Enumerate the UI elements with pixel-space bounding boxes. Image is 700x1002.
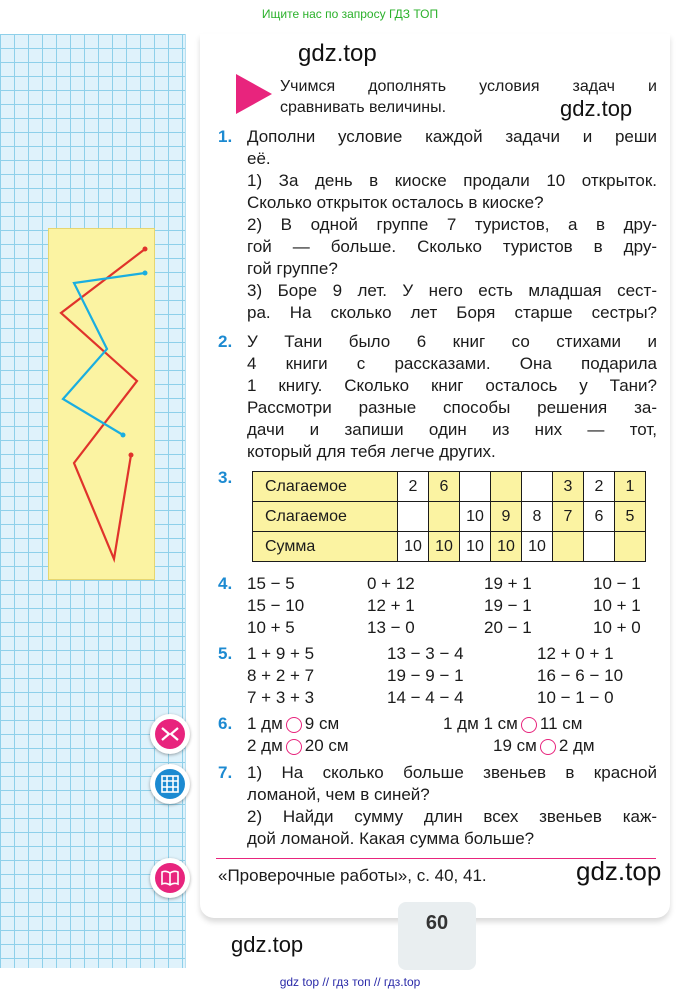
task-line: 1) На сколько больше звеньев в красной	[247, 763, 657, 782]
watermark: gdz.top	[298, 40, 377, 67]
compare-circle[interactable]	[540, 739, 556, 755]
task-number: 2.	[218, 332, 233, 351]
table-cell: 6	[429, 472, 460, 502]
expression: 10 − 1	[593, 574, 641, 593]
watermark: gdz.top	[231, 932, 304, 957]
task-number: 4.	[218, 574, 233, 593]
comparison-right: 20 см	[304, 736, 349, 755]
comparison-right: 9 см	[304, 714, 340, 733]
page-number: 60	[398, 902, 476, 970]
expression: 0 + 12	[367, 574, 415, 593]
table-cell: 8	[522, 502, 553, 532]
table-cell	[522, 472, 553, 502]
watermark: gdz.top	[560, 96, 633, 121]
top-banner[interactable]: Ищите нас по запросу ГДЗ ТОП	[261, 7, 439, 21]
task-line: 4 книги с рассказами. Она подарила	[247, 354, 657, 373]
compare-icon	[155, 719, 185, 749]
task-line: 1) За день в киоске продали 10 открыток.	[247, 171, 657, 190]
task-line: дой ломаной. Какая сумма больше?	[247, 829, 535, 848]
task4-expressions	[247, 573, 667, 639]
reference-link[interactable]: «Проверочные работы», с. 40, 41.	[218, 866, 487, 885]
row-label: Слагаемое	[253, 472, 398, 502]
expression: 19 − 1	[484, 596, 532, 615]
table-cell: 10	[398, 532, 429, 562]
task-line: У Тани было 6 книг со стихами и	[247, 332, 657, 351]
table-cell	[429, 502, 460, 532]
comparison-left: 19 см	[493, 736, 537, 755]
expression: 13 − 3 − 4	[387, 644, 464, 663]
expression: 10 + 0	[593, 618, 641, 637]
table-cell	[584, 532, 615, 562]
comparison	[247, 713, 339, 735]
table-row	[253, 532, 646, 562]
row-label: Сумма	[253, 532, 398, 562]
task-line: Сколько открыток осталось в киоске?	[247, 193, 544, 212]
task5-expressions	[247, 643, 667, 709]
table-cell	[615, 532, 646, 562]
intro-line: Учимся дополнять условия задач и	[280, 78, 657, 95]
table-cell: 7	[553, 502, 584, 532]
task-line: 3) Боре 9 лет. У него есть младшая сест-	[247, 281, 657, 300]
expression: 10 + 5	[247, 618, 295, 637]
table-row	[253, 502, 646, 532]
table-cell: 1	[615, 472, 646, 502]
expression: 16 − 6 − 10	[537, 666, 624, 685]
compare-circle[interactable]	[286, 717, 302, 733]
addition-table	[252, 471, 646, 562]
bottom-banner[interactable]: gdz top // гдз топ // гдз.top	[279, 975, 421, 989]
task-line: дачи и запиши один из них — тот,	[247, 420, 657, 439]
table-cell	[398, 502, 429, 532]
compare-circle[interactable]	[286, 739, 302, 755]
table-cell	[553, 532, 584, 562]
task-line: гой группе?	[247, 259, 338, 278]
intro-line: сравнивать величины.	[280, 99, 447, 116]
expression: 10 − 1 − 0	[537, 688, 614, 707]
table-cell: 6	[584, 502, 615, 532]
grid-icon	[155, 769, 185, 799]
expression: 15 − 10	[247, 596, 305, 615]
expression: 10 + 1	[593, 596, 641, 615]
expression: 7 + 3 + 3	[247, 688, 315, 707]
table-cell	[491, 472, 522, 502]
task-line: гой — больше. Сколько туристов в дру-	[247, 237, 657, 256]
grid-button[interactable]	[150, 764, 190, 804]
red-polyline	[61, 249, 145, 559]
task-line: её.	[247, 149, 271, 168]
comparison	[247, 735, 349, 757]
task-line: 2) Найди сумму длин всех звеньев каж-	[247, 807, 657, 826]
task-number: 7.	[218, 763, 233, 782]
comparison-left: 2 дм	[247, 736, 283, 755]
table-cell: 3	[553, 472, 584, 502]
expression: 19 + 1	[484, 574, 532, 593]
task6-comparisons	[247, 713, 667, 757]
table-cell: 10	[522, 532, 553, 562]
task-line: 1 книгу. Сколько книг осталось у Тани?	[247, 376, 657, 395]
table-cell	[460, 472, 491, 502]
table-row	[253, 472, 646, 502]
task-line: Дополни условие каждой задачи и реши	[247, 127, 657, 146]
expression: 8 + 2 + 7	[247, 666, 315, 685]
intro-triangle-icon	[236, 74, 272, 114]
book-button[interactable]	[150, 858, 190, 898]
expression: 15 − 5	[247, 574, 295, 593]
task-line: Рассмотри разные способы решения за-	[247, 398, 657, 417]
polylines-drawing	[49, 229, 154, 579]
table-cell: 10	[460, 532, 491, 562]
comparison-left: 1 дм 1 см	[443, 714, 518, 733]
expression: 12 + 0 + 1	[537, 644, 614, 663]
watermark: gdz.top	[576, 856, 662, 886]
blue-polyline	[63, 273, 145, 435]
task-line: ра. На сколько лет Боря старше сестры?	[247, 303, 657, 322]
comparison-right: 2 дм	[558, 736, 595, 755]
task-line: 2) В одной группе 7 туристов, а в дру-	[247, 215, 657, 234]
compare-button[interactable]	[150, 714, 190, 754]
expression: 14 − 4 − 4	[387, 688, 464, 707]
table-cell: 10	[491, 532, 522, 562]
comparison-left: 1 дм	[247, 714, 283, 733]
task-line: ломаной, чем в синей?	[247, 785, 430, 804]
comparison	[493, 735, 595, 757]
expression: 13 − 0	[367, 618, 415, 637]
task-number: 5.	[218, 644, 233, 663]
table-cell: 2	[398, 472, 429, 502]
comparison	[443, 713, 582, 735]
table-cell: 9	[491, 502, 522, 532]
table-cell: 10	[460, 502, 491, 532]
task-number: 1.	[218, 127, 233, 146]
book-icon	[155, 863, 185, 893]
task2-text	[247, 331, 657, 463]
expression: 12 + 1	[367, 596, 415, 615]
table-cell: 10	[429, 532, 460, 562]
table-cell: 2	[584, 472, 615, 502]
compare-circle[interactable]	[521, 717, 537, 733]
table-cell: 5	[615, 502, 646, 532]
polyline-sticker	[48, 228, 155, 580]
row-label: Слагаемое	[253, 502, 398, 532]
task-number: 6.	[218, 714, 233, 733]
task-line: который для тебя легче других.	[247, 442, 496, 461]
task7-text	[247, 762, 657, 850]
task1-text	[247, 126, 657, 324]
expression: 1 + 9 + 5	[247, 644, 315, 663]
expression: 19 − 9 − 1	[387, 666, 464, 685]
comparison-right: 11 см	[539, 714, 583, 733]
task-number: 3.	[218, 468, 233, 487]
expression: 20 − 1	[484, 618, 532, 637]
